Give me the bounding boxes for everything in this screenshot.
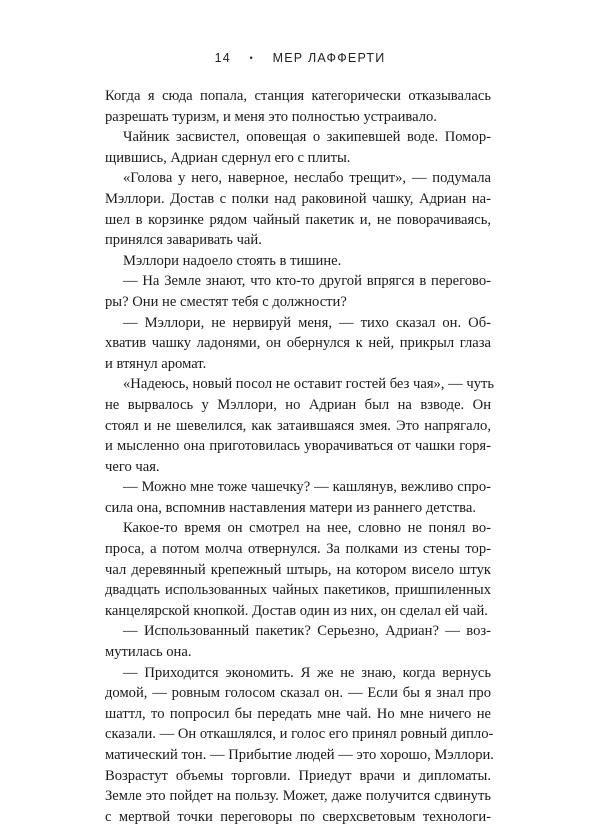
text-line: канцелярской кнопкой. Достав один из них, он сделал ей чай. <box>105 602 488 619</box>
text-line: Мэллори. Достав с полки над раковиной чашку, Адриан на- <box>105 190 491 207</box>
text-line: сказали. — Он откашлялся, и голос его принял ровный дипло- <box>105 726 494 743</box>
text-line: Когда я сюда попала, станция категорически отказывалась <box>105 88 491 104</box>
text-line: — Мэллори, не нервируй меня, — тихо сказал он. Об- <box>123 314 491 331</box>
text-line: Какое-то время он смотрел на нее, словно не понял во- <box>123 520 491 537</box>
text-line: с мертвой точки переговоры по сверхсветовым технологи- <box>105 808 491 825</box>
text-line: хватив чашку ладонями, он обернулся к ней, прикрыл глаза <box>105 335 491 352</box>
text-line: чего чая. <box>105 458 160 475</box>
text-line: сила она, вспомнив наставления матери из раннего детства. <box>105 499 476 516</box>
text-line: «Надеюсь, новый посол не оставит гостей без чая», — чуть <box>123 376 495 393</box>
page-number: 14 <box>214 50 231 65</box>
author-name: МЕР ЛАФФЕРТИ <box>272 50 386 65</box>
text-line: Возрастут объемы торговли. Приедут врачи и дипломаты. <box>105 767 491 784</box>
text-line: проса, а потом молча отвернулся. За полками из стены тор- <box>105 541 491 558</box>
text-line: Чайник засвистел, оповещая о закипевшей воде. Помор- <box>123 129 491 146</box>
text-line: домой, — ровным голосом сказал он. — Если бы я знал про <box>105 685 491 702</box>
text-line: матический тон. — Прибытие людей — это хорошо, Мэллори. <box>105 747 494 763</box>
text-line: не вырвалось у Мэллори, но Адриан был на взводе. Он <box>105 396 491 413</box>
text-line: стоял и не шевелился, как затаившаяся змея. Это напрягало, <box>105 417 491 434</box>
running-header <box>0 50 600 65</box>
text-line: шел в корзинке рядом чайный пакетик и, не поворачиваясь, <box>105 211 491 228</box>
text-line: — Можно мне тоже чашечку? — кашлянув, вежливо спро- <box>123 479 491 496</box>
text-line: Земле это пойдет на пользу. Может, даже получится сдвинуть <box>105 788 491 805</box>
text-line: разрешать туризм, и меня это полностью устраивало. <box>105 108 437 125</box>
text-line: шаттл, то попросил бы передать мне чай. Но мне ничего не <box>105 705 491 722</box>
header-separator: • <box>249 52 254 63</box>
text-line: принялся заваривать чай. <box>105 232 262 249</box>
text-line: чал деревянный крепежный штырь, на котором висело штук <box>105 561 491 578</box>
text-line: — Приходится экономить. Я же не знаю, когда вернусь <box>123 664 491 681</box>
text-line: и втянул аромат. <box>105 355 207 372</box>
text-line: мутилась она. <box>105 644 192 661</box>
text-line: и мысленно она приготовилась уворачиваться от чашки горя- <box>105 438 491 455</box>
text-line: щившись, Адриан сдернул его с плиты. <box>105 149 351 166</box>
text-line: — На Земле знают, что кто-то другой впрягся в перегово- <box>123 273 491 290</box>
body-text <box>105 86 495 827</box>
text-line: Мэллори надоело стоять в тишине. <box>123 252 342 269</box>
text-line: — Использованный пакетик? Серьезно, Адриан? — воз- <box>123 623 491 640</box>
text-line: «Голова у него, наверное, неслабо трещит», — подумала <box>123 170 491 187</box>
text-line: двадцать использованных чайных пакетиков, пришпиленных <box>105 582 491 599</box>
text-line: ры? Они не сместят тебя с должности? <box>105 293 347 310</box>
